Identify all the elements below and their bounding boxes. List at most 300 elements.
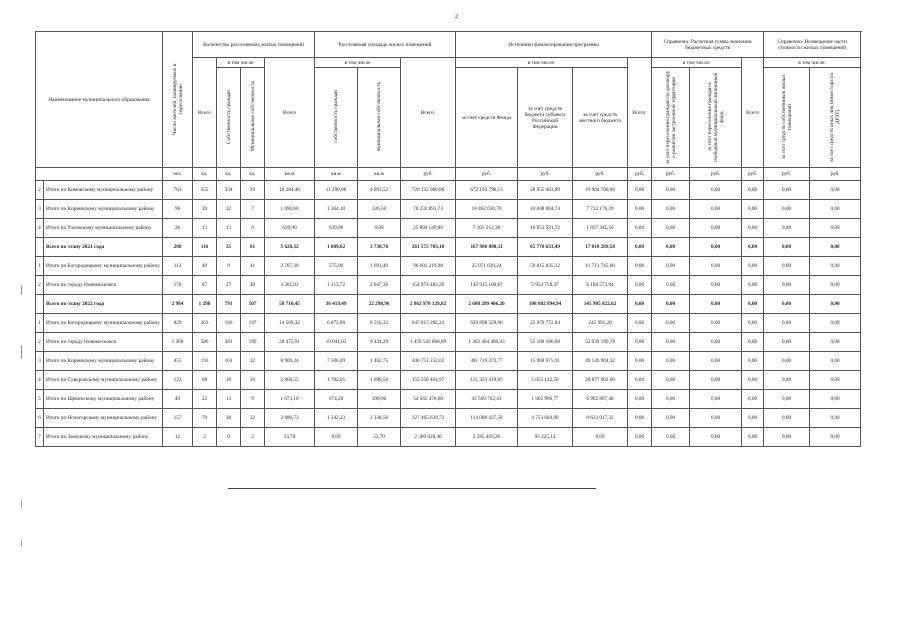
unit-cell: кв.м (358, 168, 401, 181)
value-cell: 580 (193, 333, 217, 352)
value-cell: 0,00 (742, 181, 764, 200)
header-ref1-incl: в том числе: (652, 58, 742, 68)
table-row (36, 200, 861, 219)
value-cell: 0,00 (764, 371, 810, 390)
value-cell: 0 (217, 428, 241, 447)
value-cell: 0,00 (652, 219, 690, 238)
value-cell: 127 465 639,72 (401, 409, 456, 428)
header-ref2-group: Справочно: Возмещение части стоимости жилых помещений (764, 32, 861, 58)
value-cell: 0,00 (742, 314, 764, 333)
value-cell: 155 256 464,97 (401, 371, 456, 390)
value-cell: 1 360 (163, 333, 193, 352)
value-cell: 0,00 (742, 390, 764, 409)
table-row (36, 314, 861, 333)
page-number: 2 (455, 14, 458, 20)
value-cell: 0,00 (628, 219, 652, 238)
header-area-group: Расселяемая площадь жилых помещений (315, 32, 456, 58)
value-cell: 27 (217, 276, 241, 295)
unit-cell: ед. (193, 168, 217, 181)
row-name: Итого по Богородицкому муниципальному району (44, 257, 163, 276)
value-cell: 0,00 (652, 257, 690, 276)
value-cell: 0,00 (764, 181, 810, 200)
value-cell: 0,00 (690, 371, 742, 390)
value-cell: 0,00 (810, 219, 861, 238)
value-cell: 38 (217, 409, 241, 428)
unit-cell: руб. (628, 168, 652, 181)
value-cell: 3 738,70 (358, 238, 401, 257)
value-cell: 15 904 975,91 (518, 352, 573, 371)
unit-cell: кв.м (265, 168, 315, 181)
value-cell: 1 459 543 866,89 (401, 333, 456, 352)
header-count-private: Собственность граждан (217, 68, 241, 168)
table-row (36, 181, 861, 200)
value-cell: 620 898 529,00 (456, 314, 518, 333)
value-cell: 0,00 (690, 219, 742, 238)
value-cell: 0,00 (690, 295, 742, 314)
row-name: Итого по Узловскому муниципальному району (44, 219, 163, 238)
table-total-row (36, 295, 861, 314)
value-cell: 2 984 (163, 295, 193, 314)
value-cell: 3 361,02 (265, 276, 315, 295)
table-row (36, 371, 861, 390)
value-cell: 0 (241, 219, 265, 238)
row-number (36, 295, 44, 314)
value-cell: 0,00 (652, 276, 690, 295)
value-cell: 0,00 (764, 200, 810, 219)
header-ref1-b: за счет переселения граждан в свободный муниципальный жилищный фонд (690, 68, 742, 168)
value-cell: 13 (217, 219, 241, 238)
value-cell: 11 713 745,60 (573, 257, 628, 276)
value-cell: 166 (217, 314, 241, 333)
value-cell: 507 (241, 295, 265, 314)
value-cell: 8 969,24 (265, 352, 315, 371)
value-cell: 28 877 902,60 (573, 371, 628, 390)
value-cell: 193 (193, 352, 217, 371)
value-cell: 0,00 (742, 238, 764, 257)
value-cell: 32 (217, 200, 241, 219)
value-cell: 18 462 630,70 (456, 200, 518, 219)
value-cell: 0,00 (764, 352, 810, 371)
value-cell: 0,00 (628, 276, 652, 295)
value-cell: 2 047,30 (358, 276, 401, 295)
header-ref2-a: за счет средств собственников жилых помещений (764, 68, 810, 168)
value-cell: 0,00 (764, 238, 810, 257)
value-cell: 0,00 (810, 295, 861, 314)
value-cell: 52 039 199,78 (573, 333, 628, 352)
value-cell: 639,90 (315, 219, 358, 238)
value-cell: 0,00 (810, 390, 861, 409)
value-cell: 0,00 (628, 200, 652, 219)
value-cell: 829 (163, 314, 193, 333)
value-cell: 1 338,50 (358, 409, 401, 428)
value-cell: 65 770 633,49 (518, 238, 573, 257)
row-name: Итого по городу Новомосковск (44, 276, 163, 295)
value-cell: 8 516,32 (358, 314, 401, 333)
header-ref1-a: за счет переселения граждан по договору о развитии застроенной территории (652, 68, 690, 168)
value-cell: 17 818 269,58 (573, 238, 628, 257)
row-name: Итого по Киреевскому муниципальному району (44, 352, 163, 371)
value-cell: 0,00 (764, 257, 810, 276)
value-cell: 70 232 891,73 (401, 200, 456, 219)
value-cell: 0,00 (764, 295, 810, 314)
header-fin-group: Источники финансирования программы (456, 32, 652, 58)
row-name: Итого по Заокскому муниципальному району (44, 428, 163, 447)
value-cell: 59 815 835,12 (518, 257, 573, 276)
value-cell: 28 055 403,89 (518, 181, 573, 200)
header-area-municipal: муниципальная собственность (358, 68, 401, 168)
unit-cell: ед. (217, 168, 241, 181)
value-cell: 0,00 (652, 238, 690, 257)
header-ref2-b: за счет средств иных лиц (инвестора по ДРЗТ) (810, 68, 861, 168)
value-cell: 0,00 (628, 390, 652, 409)
value-cell: 0,00 (652, 428, 690, 447)
value-cell: 70 (193, 409, 217, 428)
value-cell: 8 623 017,32 (573, 409, 628, 428)
value-cell: 54 565 476,60 (401, 390, 456, 409)
row-number: 2 (36, 333, 44, 352)
value-cell: 25 894 149,80 (401, 219, 456, 238)
unit-cell: руб. (518, 168, 573, 181)
header-ref1-group: Справочно: Расчетная сумма экономии бюджетных средств (652, 32, 764, 58)
value-cell: 647 015 392,24 (401, 314, 456, 333)
value-cell: 334 (217, 181, 241, 200)
value-cell: 19 041,62 (315, 333, 358, 352)
value-cell: 0,00 (628, 181, 652, 200)
value-cell: 639,90 (265, 219, 315, 238)
value-cell: 58 710,45 (265, 295, 315, 314)
value-cell: 0,00 (764, 314, 810, 333)
value-cell: 122 (163, 371, 193, 390)
value-cell: 5 628,32 (265, 238, 315, 257)
value-cell: 0,00 (652, 352, 690, 371)
value-cell: 0,00 (742, 409, 764, 428)
value-cell: 0,00 (810, 276, 861, 295)
value-cell: 0,00 (652, 333, 690, 352)
value-cell: 791 (217, 295, 241, 314)
value-cell: 53,70 (358, 428, 401, 447)
value-cell: 720 135 900,00 (401, 181, 456, 200)
value-cell: 0,00 (742, 333, 764, 352)
value-cell: 22 (193, 390, 217, 409)
value-cell: 39 (193, 200, 217, 219)
value-cell: 0,00 (764, 409, 810, 428)
value-cell: 261 575 703,18 (401, 238, 456, 257)
value-cell: 1 902 906,77 (518, 390, 573, 409)
header-fin-region: за счет средств бюджета субъекта Российской Федерации (518, 68, 573, 168)
value-cell: 5 954 758,37 (518, 276, 573, 295)
row-number: 4 (36, 371, 44, 390)
header-count-municipal: Муниципальная собственность (241, 68, 265, 168)
value-cell: 0,00 (690, 276, 742, 295)
value-cell: 0,00 (628, 352, 652, 371)
value-cell: 121 323 419,87 (456, 371, 518, 390)
value-cell: 167 986 800,11 (456, 238, 518, 257)
header-area-total: Всего (265, 58, 315, 168)
row-number: 6 (36, 409, 44, 428)
value-cell: 0,00 (810, 333, 861, 352)
value-cell: 0,00 (628, 295, 652, 314)
value-cell: 7 105 212,38 (456, 219, 518, 238)
row-number: 1 (36, 314, 44, 333)
table-row (36, 276, 861, 295)
row-name: Итого по Щекинскому муниципальному району (44, 390, 163, 409)
table-row (36, 352, 861, 371)
value-cell: 0,00 (742, 219, 764, 238)
value-cell: 355 (193, 181, 217, 200)
row-number: 3 (36, 200, 44, 219)
row-number: 7 (36, 428, 44, 447)
value-cell: 28 475,91 (265, 333, 315, 352)
unit-cell: руб. (401, 168, 456, 181)
row-name: Итого по Суворовскому муниципальному району (44, 371, 163, 390)
value-cell: 326,50 (358, 200, 401, 219)
value-cell: 0,00 (810, 371, 861, 390)
table-row (36, 257, 861, 276)
value-cell: 26 (163, 219, 193, 238)
value-cell: 25 071 639,24 (456, 257, 518, 276)
unit-cell: руб. (690, 168, 742, 181)
value-cell: 0,00 (742, 200, 764, 219)
value-cell: 455 (163, 352, 193, 371)
value-cell: 0,00 (358, 219, 401, 238)
value-cell: 13 (193, 219, 217, 238)
row-name: Итого по Богородицкому муниципальному району (44, 314, 163, 333)
value-cell: 674,20 (315, 390, 358, 409)
value-cell: 1 462,75 (358, 352, 401, 371)
value-cell: 0,00 (628, 409, 652, 428)
value-cell: 2 868,55 (265, 371, 315, 390)
value-cell: 0,00 (742, 352, 764, 371)
value-cell: 1 691,40 (358, 257, 401, 276)
table-row (36, 390, 861, 409)
margin-mark (21, 285, 22, 295)
value-cell: 0,00 (652, 200, 690, 219)
value-cell: 38 (217, 371, 241, 390)
value-cell: 0,00 (810, 238, 861, 257)
value-cell: 0,00 (690, 257, 742, 276)
value-cell: 9 (241, 390, 265, 409)
header-fin-incl: в том числе: (456, 58, 628, 68)
value-cell: 154 974 483,20 (401, 276, 456, 295)
value-cell: 363 (193, 314, 217, 333)
row-number (36, 238, 44, 257)
value-cell: 157 (163, 409, 193, 428)
value-cell: 22 290,96 (358, 295, 401, 314)
value-cell: 0,00 (690, 333, 742, 352)
unit-cell: кв.м (315, 168, 358, 181)
value-cell: 112 (163, 257, 193, 276)
value-cell: 145 905 822,62 (573, 295, 628, 314)
value-cell: 381 719 373,77 (456, 352, 518, 371)
header-ref1-total: Всего: (628, 58, 652, 168)
value-cell: 12 (163, 428, 193, 447)
value-cell: 2 (193, 428, 217, 447)
value-cell: 95 225,14 (518, 428, 573, 447)
value-cell: 45 569 762,43 (456, 390, 518, 409)
value-cell: 0,00 (690, 390, 742, 409)
value-cell: 0,00 (810, 314, 861, 333)
value-cell: 2 (241, 428, 265, 447)
value-cell: 0,00 (690, 352, 742, 371)
header-area-private: собственность граждан (315, 68, 358, 168)
value-cell: 49 (163, 390, 193, 409)
header-fin-total: Всего: (401, 58, 456, 168)
value-cell: 0,00 (652, 390, 690, 409)
value-cell: 0,00 (690, 428, 742, 447)
value-cell: 11 290,88 (315, 181, 358, 200)
row-name: Итого по Кимовскому муниципальному району (44, 181, 163, 200)
unit-cell: руб. (456, 168, 518, 181)
row-name: Итого по городу Новомосковск (44, 333, 163, 352)
header-residents: Число жителей, планируемых к переселению (163, 32, 193, 168)
value-cell: 0,00 (628, 257, 652, 276)
value-cell: 32 (241, 352, 265, 371)
value-cell: 44 048 084,74 (518, 200, 573, 219)
value-cell: 1 690,60 (265, 200, 315, 219)
table-total-row (36, 238, 861, 257)
margin-mark (21, 345, 22, 359)
value-cell: 4 993,52 (358, 181, 401, 200)
value-cell: 8 (217, 257, 241, 276)
value-cell: 672 193 796,13 (456, 181, 518, 200)
value-cell: 25 870 772,04 (518, 314, 573, 333)
row-number: 4 (36, 219, 44, 238)
value-cell: 1 313,72 (315, 276, 358, 295)
value-cell: 2 285 403,26 (456, 428, 518, 447)
table-row (36, 333, 861, 352)
row-name: Всего по этапу 2021 года (44, 238, 163, 257)
value-cell: 1 073,10 (265, 390, 315, 409)
header-fin-fund: за счет средств Фонда (456, 68, 518, 168)
resettlement-table (35, 31, 861, 447)
value-cell: 67 (193, 276, 217, 295)
value-cell: 40 (241, 276, 265, 295)
value-cell: 6 104 573,94 (573, 276, 628, 295)
value-cell: 0,00 (742, 371, 764, 390)
value-cell: 381 (217, 333, 241, 352)
value-cell: 1 086,50 (358, 371, 401, 390)
row-number: 2 (36, 181, 44, 200)
value-cell: 5 055 142,50 (518, 371, 573, 390)
header-fin-local: за счет средств местного бюджета (573, 68, 628, 168)
value-cell: 1 889,62 (315, 238, 358, 257)
value-cell: 161 (217, 352, 241, 371)
header-count-group: Количество расселяемых жилых помещений (193, 32, 315, 58)
value-cell: 6 992 807,40 (573, 390, 628, 409)
value-cell: 0,00 (628, 314, 652, 333)
value-cell: 0,00 (652, 409, 690, 428)
value-cell: 1 342,23 (315, 409, 358, 428)
value-cell: 245 991,20 (573, 314, 628, 333)
margin-mark (21, 500, 22, 508)
value-cell: 0,00 (764, 219, 810, 238)
value-cell: 2 608 289 406,26 (456, 295, 518, 314)
value-cell: 19 904 700,00 (573, 181, 628, 200)
value-cell: 1 837 345,50 (573, 219, 628, 238)
row-number: 5 (36, 390, 44, 409)
value-cell: 0,00 (742, 428, 764, 447)
value-cell: 0,00 (810, 352, 861, 371)
value-cell: 9 434,29 (358, 333, 401, 352)
value-cell: 0,00 (764, 276, 810, 295)
value-cell: 0,00 (690, 238, 742, 257)
value-cell: 0,00 (742, 257, 764, 276)
value-cell: 0,00 (810, 428, 861, 447)
value-cell: 1 364,10 (315, 200, 358, 219)
value-cell: 0,00 (628, 333, 652, 352)
table-row (36, 219, 861, 238)
units-row (36, 168, 861, 181)
value-cell: 288 (163, 238, 193, 257)
value-cell: 39 (241, 181, 265, 200)
value-cell: 0,00 (742, 276, 764, 295)
value-cell: 116 (193, 238, 217, 257)
value-cell: 2 380 628,40 (401, 428, 456, 447)
value-cell: 1 782,05 (315, 371, 358, 390)
value-cell: 68 (193, 371, 217, 390)
row-number: 3 (36, 352, 44, 371)
header-ref2-incl: в том числе: (764, 58, 861, 68)
value-cell: 763 (163, 181, 193, 200)
value-cell: 96 601 219,98 (401, 257, 456, 276)
header-ref2-total: Всего (742, 58, 764, 168)
value-cell: 55 100 186,68 (518, 333, 573, 352)
row-name: Итого по Киреевскому муниципальному району (44, 200, 163, 219)
value-cell: 114 088 437,50 (456, 409, 518, 428)
table-row (36, 428, 861, 447)
value-cell: 0,00 (652, 181, 690, 200)
value-cell: 0,00 (764, 390, 810, 409)
value-cell: 0,00 (764, 333, 810, 352)
value-cell: 0,00 (690, 200, 742, 219)
value-cell: 7 722 176,29 (573, 200, 628, 219)
value-cell: 0,00 (628, 238, 652, 257)
value-cell: 14 589,32 (265, 314, 315, 333)
unit-cell: руб. (742, 168, 764, 181)
margin-mark (21, 540, 22, 546)
value-cell: 16 951 591,72 (518, 219, 573, 238)
unit-cell: руб. (810, 168, 861, 181)
value-cell: 13 (217, 390, 241, 409)
unit-cell: ед. (241, 168, 265, 181)
unit-cell: руб. (573, 168, 628, 181)
value-cell: 1 298 (193, 295, 217, 314)
value-cell: 30 (241, 371, 265, 390)
value-cell: 199 (241, 333, 265, 352)
value-cell: 0,00 (628, 428, 652, 447)
value-cell: 0,00 (652, 371, 690, 390)
row-number: 1 (36, 257, 44, 276)
row-number: 2 (36, 276, 44, 295)
value-cell: 142 915 160,87 (456, 276, 518, 295)
value-cell: 575,90 (315, 257, 358, 276)
value-cell: 41 (241, 257, 265, 276)
footer-line (228, 488, 596, 489)
value-cell: 2 767,30 (265, 257, 315, 276)
value-cell: 1 302 404 480,43 (456, 333, 518, 352)
value-cell: 0,00 (742, 295, 764, 314)
unit-cell: руб. (652, 168, 690, 181)
value-cell: 0,00 (810, 181, 861, 200)
value-cell: 96 (163, 200, 193, 219)
value-cell: 6 072,90 (315, 314, 358, 333)
value-cell: 2 680,73 (265, 409, 315, 428)
value-cell: 0,00 (315, 428, 358, 447)
value-cell: 4 753 684,90 (518, 409, 573, 428)
value-cell: 36 419,49 (315, 295, 358, 314)
value-cell: 49 126 904,32 (573, 352, 628, 371)
value-cell: 0,00 (652, 314, 690, 333)
